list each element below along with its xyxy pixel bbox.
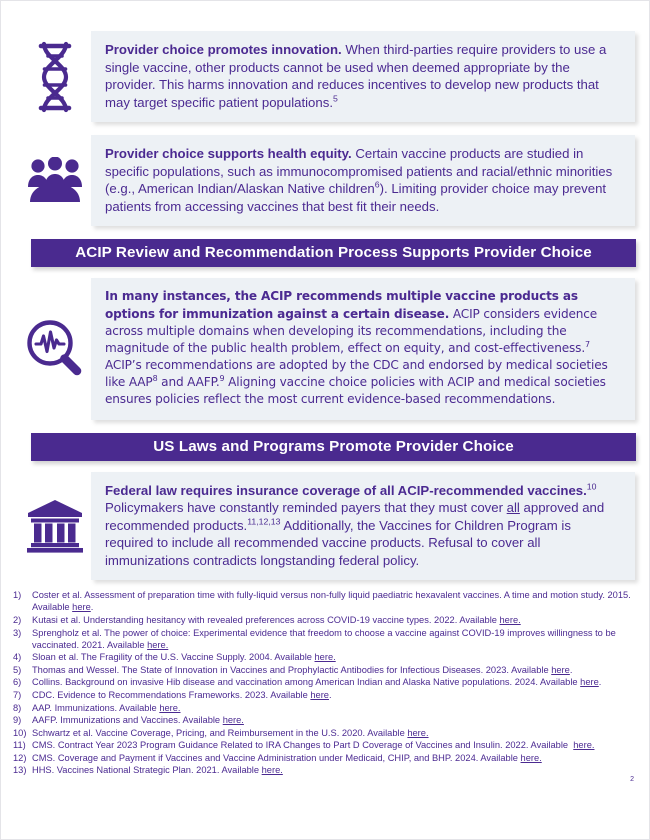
reference-item xyxy=(13,689,635,701)
callout-lead-federal-law: Federal law requires insurance coverage of all ACIP-recommended vaccines. xyxy=(105,482,587,498)
reference-link[interactable]: here. xyxy=(159,702,181,713)
reference-number: 7) xyxy=(13,689,22,700)
reference-link[interactable]: here. xyxy=(222,715,244,726)
callout-body-innovation: When third-parties require providers to use a single vaccine, other products cannot be used when deemed appropriate by the provider. This harms innovation and reduces incentives to develop new products that may target specific patient populations.$^5$ xyxy=(105,42,607,110)
dna-helix-icon xyxy=(19,39,91,115)
reference-text: HHS. Vaccines National Strategic Plan. 2021. Available here. xyxy=(32,765,283,776)
reference-item xyxy=(13,727,635,739)
page-number: 2 xyxy=(630,776,634,783)
reference-link[interactable]: here xyxy=(551,664,570,675)
reference-link[interactable]: here. xyxy=(520,752,542,763)
callout-lead-innovation: Provider choice promotes innovation. xyxy=(105,42,342,57)
callout-block-innovation xyxy=(19,31,635,122)
section-banner-acip: ACIP Review and Recommendation Process Supports Provider Choice xyxy=(31,239,636,267)
reference-number: 9) xyxy=(13,715,22,726)
reference-text: AAP. Immunizations. Available here. xyxy=(32,702,181,713)
reference-text: AAFP. Immunizations and Vaccines. Available here. xyxy=(32,715,244,726)
reference-text: Sloan et al. The Fragility of the U.S. Vaccine Supply. 2004. Available here. xyxy=(32,652,336,663)
callout-body-equity: Certain vaccine products are studied in specific populations, such as immunocompromised patients and racial/ethnic minorities (e.g., American Indian/Alaskan Native children$^6$). Limiting provider choice may prevent patients from accessing vaccines that best fit their needs. xyxy=(105,146,613,214)
reference-number: 3) xyxy=(13,627,22,638)
references-list xyxy=(13,589,635,776)
gap-1 xyxy=(1,122,649,135)
callout-text-equity xyxy=(91,135,635,226)
reference-item xyxy=(13,764,635,776)
callout-block-acip xyxy=(19,278,635,419)
reference-link[interactable]: here. xyxy=(499,614,521,625)
reference-text: CMS. Coverage and Payment if Vaccines and Vaccine Administration under Medicaid, CHIP, and BHP. 2024. Available here. xyxy=(32,752,542,763)
reference-number: 1) xyxy=(13,590,22,601)
people-group-icon xyxy=(19,157,91,205)
reference-item xyxy=(13,651,635,663)
reference-item xyxy=(13,664,635,676)
section-banner-laws: US Laws and Programs Promote Provider Choice xyxy=(31,433,636,461)
callout-text-acip xyxy=(91,278,635,419)
magnifier-pulse-icon xyxy=(19,318,91,380)
reference-number: 10) xyxy=(13,727,27,738)
callout-body-acip: ACIP considers evidence across multiple domains when developing its recommendations, including the magnitude of the public health problem, effect on equity, and cost-effectiveness.$^7$ ACIP’s recommendations are adopted by the CDC and endorsed by medical societies like AAP$^8$ and AAFP.$^9$ Aligning vaccine choice policies with ACIP and medical societies ensures policies reflect the most current evidence-based recommendations. xyxy=(105,306,608,407)
reference-text: Collins. Background on invasive Hib disease and vaccination among American Indian and Alaska Native populations. 2024. Available here. xyxy=(32,677,602,688)
reference-text: Schwartz et al. Vaccine Coverage, Pricing, and Reimbursement in the U.S. 2020. Available here. xyxy=(32,727,429,738)
callout-text-federal-law xyxy=(91,472,635,581)
reference-link[interactable]: here. xyxy=(147,639,169,650)
reference-link[interactable]: here. xyxy=(407,727,429,738)
reference-number: 6) xyxy=(13,677,22,688)
reference-text: CMS. Contract Year 2023 Program Guidance Related to IRA Changes to Part D Coverage of Vaccines and Insulin. 2022. Available here. xyxy=(32,740,595,751)
reference-link[interactable]: here. xyxy=(314,652,336,663)
callout-lead-acip: In many instances, the ACIP recommends multiple vaccine products as options for immunization against a certain disease. xyxy=(105,289,578,321)
reference-link[interactable]: here xyxy=(580,677,599,688)
reference-item xyxy=(13,702,635,714)
reference-item xyxy=(13,676,635,688)
reference-item xyxy=(13,714,635,726)
reference-text: Sprengholz et al. The power of choice: Experimental evidence that freedom to choose a vaccine against COVID-19 improves willingness to be vaccinated. 2021. Available here. xyxy=(32,627,616,650)
reference-item xyxy=(13,739,635,751)
government-building-icon xyxy=(19,498,91,554)
reference-item xyxy=(13,752,635,764)
callout-block-federal-law xyxy=(19,472,635,581)
callout-text-innovation xyxy=(91,31,635,122)
reference-link[interactable]: here xyxy=(310,689,329,700)
reference-item xyxy=(13,589,635,613)
reference-number: 13) xyxy=(13,765,27,776)
reference-number: 2) xyxy=(13,614,22,625)
callout-block-equity xyxy=(19,135,635,226)
reference-number: 5) xyxy=(13,664,22,675)
reference-link[interactable]: here xyxy=(72,602,91,613)
reference-text: Thomas and Wessel. The State of Innovation in Vaccines and Prophylactic Antibodies for Infectious Diseases. 2023. Available here. xyxy=(32,664,573,675)
reference-link[interactable]: here. xyxy=(573,740,595,751)
callout-body-federal-law: $^{10}$ Policymakers have constantly reminded payers that they must cover all approved and recommended products.$^{11,12,13}$ Additionally, the Vaccines for Children Program is required to include all recommended vaccine products. Refusal to cover all immunizations contradicts longstanding federal policy. xyxy=(105,481,605,568)
reference-text: Coster et al. Assessment of preparation time with fully-liquid versus non-fully liquid paediatric hexavalent vaccines. A time and motion study. 2015. Available here. xyxy=(32,590,631,613)
reference-number: 11) xyxy=(13,740,26,751)
reference-number: 12) xyxy=(13,752,27,763)
reference-link[interactable]: here. xyxy=(261,765,283,776)
reference-item xyxy=(13,614,635,626)
reference-text: Kutasi et al. Understanding hesitancy with revealed preferences across COVID-19 vaccine types. 2022. Available here. xyxy=(32,614,521,625)
reference-item xyxy=(13,627,635,651)
callout-lead-equity: Provider choice supports health equity. xyxy=(105,146,352,162)
top-margin xyxy=(1,1,649,31)
reference-number: 4) xyxy=(13,652,22,663)
reference-number: 8) xyxy=(13,702,22,713)
reference-text: CDC. Evidence to Recommendations Frameworks. 2023. Available here. xyxy=(32,689,332,700)
